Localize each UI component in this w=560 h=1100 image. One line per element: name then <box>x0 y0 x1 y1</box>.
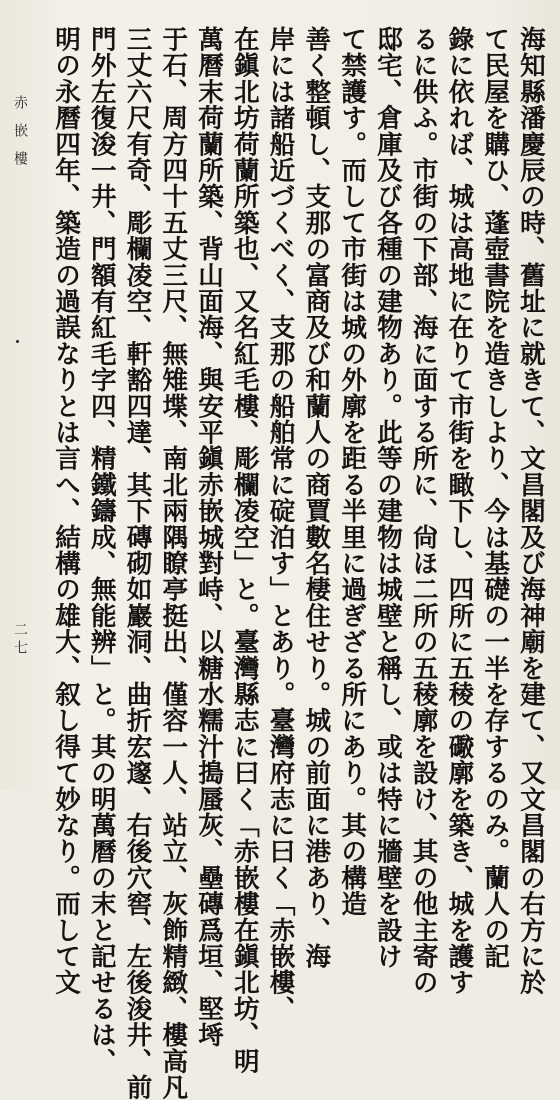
text-column: 錄に依れば、城は高地に在りて市街を瞰下し、四所に五稜の礮廓を築き、城を護す <box>444 26 475 996</box>
page-number: 二七 <box>12 622 28 658</box>
text-column: 三丈六尺有奇、彫欄凌空、軒豁四達、其下磚砌如巖洞、曲折宏邃、右後穴窖、左後浚井、前 <box>122 26 153 1100</box>
text-column: るに供ふ。市街の下部、海に面する所に、尙ほ二所の五稜廓を設け、其の他主寄の <box>408 26 439 996</box>
text-column: 海知縣潘慶辰の時、舊址に就きて、文昌閣及び海神廟を建て、又文昌閣の右方に於 <box>515 26 546 996</box>
body-text <box>51 26 546 1100</box>
running-title: 赤嵌樓 <box>12 95 28 179</box>
scan-speck <box>16 340 19 343</box>
text-column: 于石、周方四十五丈三尺、無雉堞、南北兩隅瞭亭挺出、僅容一人、站立、灰飾精緻、樓高凡 <box>158 26 189 1100</box>
text-column: 善く整頓し、支那の富商及び和蘭人の商賈數名棲住せり。城の前面に港あり、海 <box>301 26 332 970</box>
text-column: 邸宅、倉庫及び各種の建物あり。此等の建物は城壁と稱し、或は特に牆壁を設け <box>372 26 403 970</box>
text-column: 門外左復浚一井、門額有紅毛字四、精鐵鑄成、無能辨」と。其の明萬曆の末と記せるは、 <box>86 26 117 1074</box>
text-column: 在鎭北坊荷蘭所築也、又名紅毛樓、彫欄凌空」と。臺灣縣志に曰く「赤嵌樓在鎭北坊、明 <box>229 26 260 1074</box>
text-column: 岸には諸船近づくべく、支那の船舶常に碇泊す」とあり。臺灣府志に曰く「赤嵌樓、 <box>265 26 296 1022</box>
text-column: て民屋を購ひ、蓬壺書院を造きしより、今は基礎の一半を存するのみ。蘭人の記 <box>480 26 511 970</box>
text-column: 明の永曆四年、築造の過誤なりとは言へ、結構の雄大、叙し得て妙なり。而して文 <box>51 26 81 996</box>
text-column: 萬曆末荷蘭所築、背山面海、與安平鎭赤嵌城對峙、以糖水糯汁搗蜃灰、壘磚爲垣、堅埓 <box>194 26 225 1048</box>
text-column: て禁護す。而して市街は城の外廓を距る半里に過ぎざる所にあり。其の構造 <box>337 26 368 917</box>
